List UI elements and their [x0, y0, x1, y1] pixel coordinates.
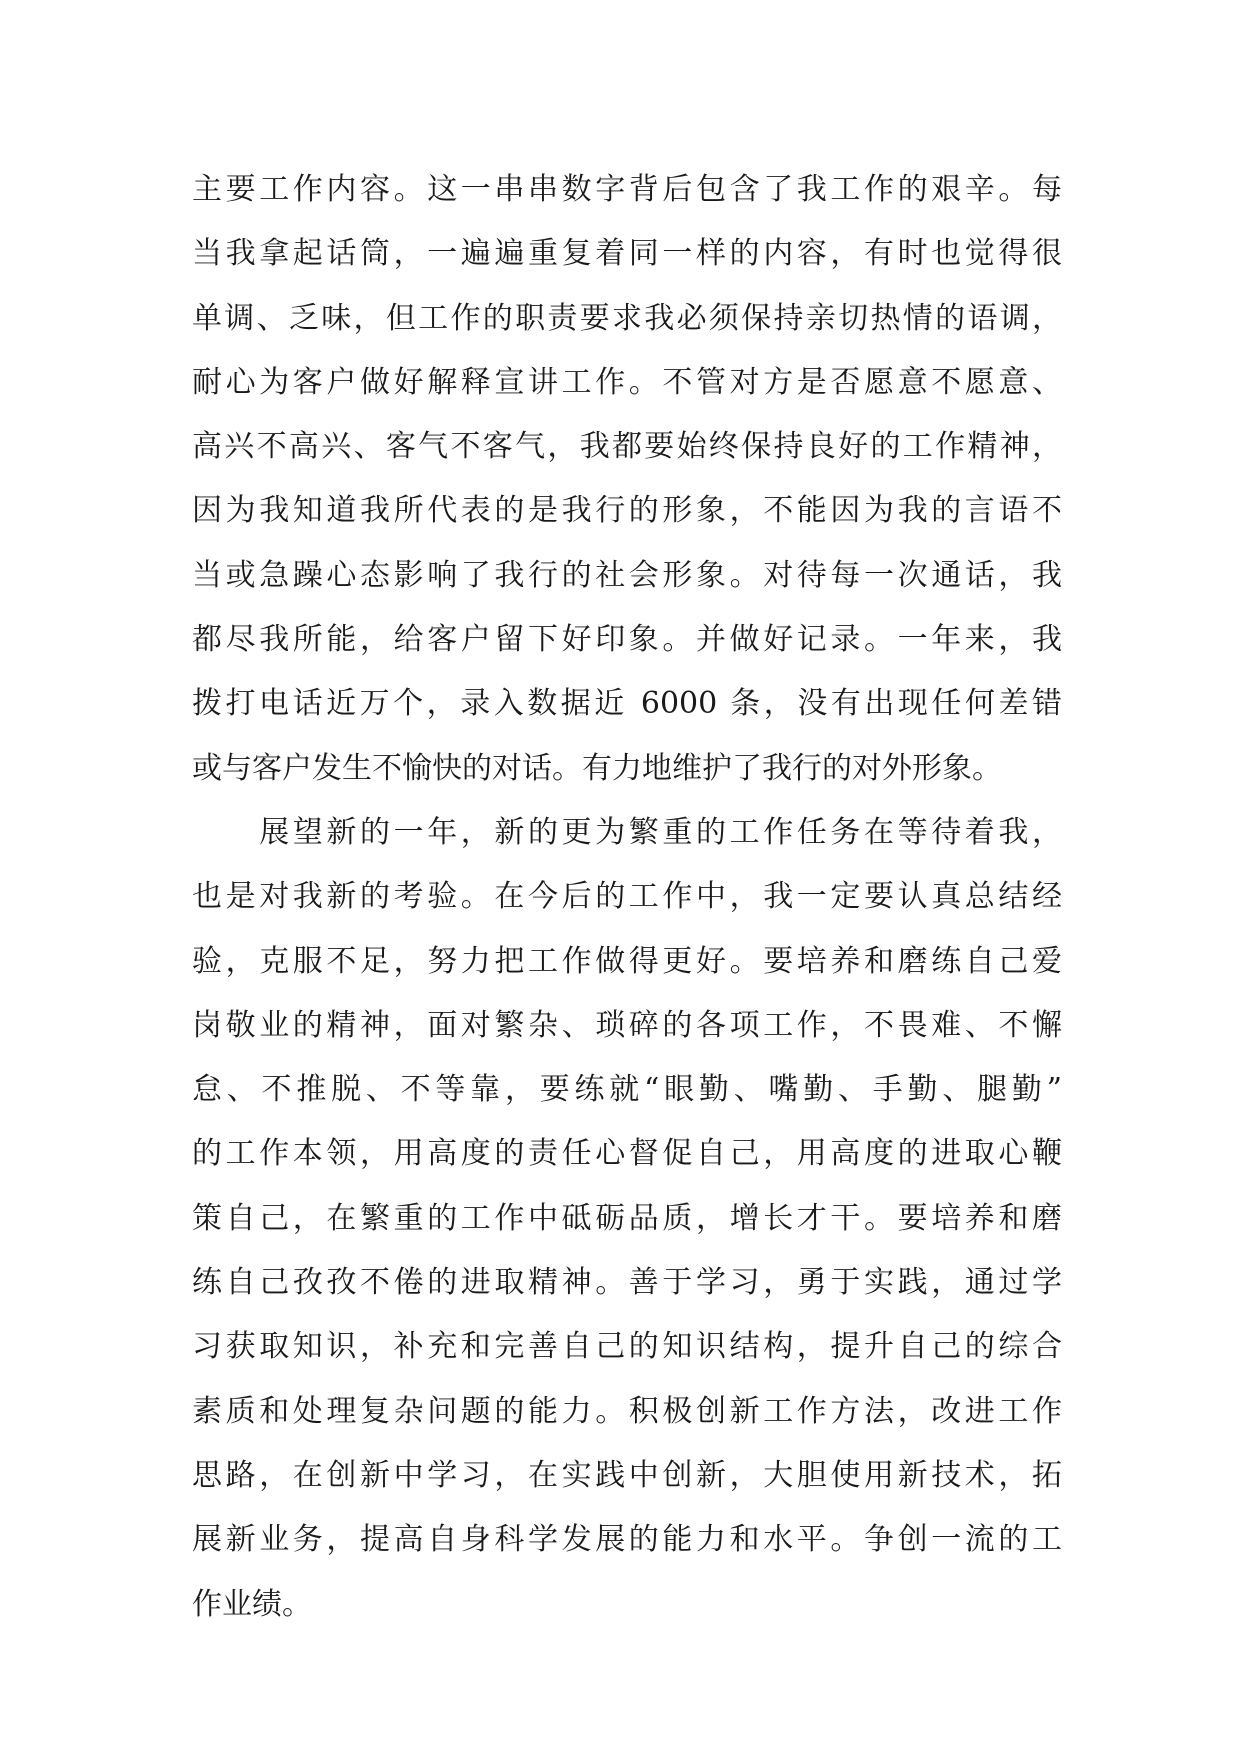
text-line: 单调、乏味，但工作的职责要求我必须保持亲切热情的语调， — [192, 300, 1062, 336]
text-line: 也是对我新的考验。在今后的工作中，我一定要认真总结经 — [192, 879, 1062, 915]
text-line: 都尽我所能，给客户留下好印象。并做好记录。一年来，我 — [192, 622, 1062, 658]
text-line: 拨打电话近万个，录入数据近 6000 条，没有出现任何差错 — [192, 686, 1062, 722]
text-line: 或与客户发生不愉快的对话。有力地维护了我行的对外形象。 — [192, 750, 1002, 786]
text-line: 素质和处理复杂问题的能力。积极创新工作方法，改进工作 — [192, 1393, 1062, 1429]
body-text — [192, 158, 1062, 1637]
text-line: 耐心为客户做好解释宣讲工作。不管对方是否愿意不愿意、 — [192, 364, 1062, 400]
text-line: 怠、不推脱、不等靠，要练就“眼勤、嘴勤、手勤、腿勤” — [192, 1072, 1062, 1108]
text-line: 的工作本领，用高度的责任心督促自己，用高度的进取心鞭 — [192, 1136, 1062, 1172]
text-line: 主要工作内容。这一串串数字背后包含了我工作的艰辛。每 — [192, 172, 1062, 207]
text-line: 验，克服不足，努力把工作做得更好。要培养和磨练自己爱 — [192, 943, 1062, 979]
text-line: 展望新的一年，新的更为繁重的工作任务在等待着我， — [192, 814, 1062, 850]
text-line: 当或急躁心态影响了我行的社会形象。对待每一次通话，我 — [192, 557, 1062, 593]
text-line: 高兴不高兴、客气不客气，我都要始终保持良好的工作精神， — [192, 429, 1062, 465]
text-line: 练自己孜孜不倦的进取精神。善于学习，勇于实践，通过学 — [192, 1265, 1062, 1301]
text-line: 当我拿起话筒，一遍遍重复着同一样的内容，有时也觉得很 — [192, 236, 1062, 272]
text-line: 展新业务，提高自身科学发展的能力和水平。争创一流的工 — [192, 1522, 1062, 1558]
text-line: 习获取知识，补充和完善自己的知识结构，提升自己的综合 — [192, 1329, 1062, 1365]
text-line: 思路，在创新中学习，在实践中创新，大胆使用新技术，拓 — [192, 1457, 1062, 1493]
text-line: 因为我知道我所代表的是我行的形象，不能因为我的言语不 — [192, 493, 1062, 529]
text-line: 岗敬业的精神，面对繁杂、琐碎的各项工作，不畏难、不懈 — [192, 1007, 1062, 1043]
text-line: 策自己，在繁重的工作中砥砺品质，增长才干。要培养和磨 — [192, 1200, 1062, 1236]
text-line: 作业绩。 — [192, 1586, 312, 1622]
